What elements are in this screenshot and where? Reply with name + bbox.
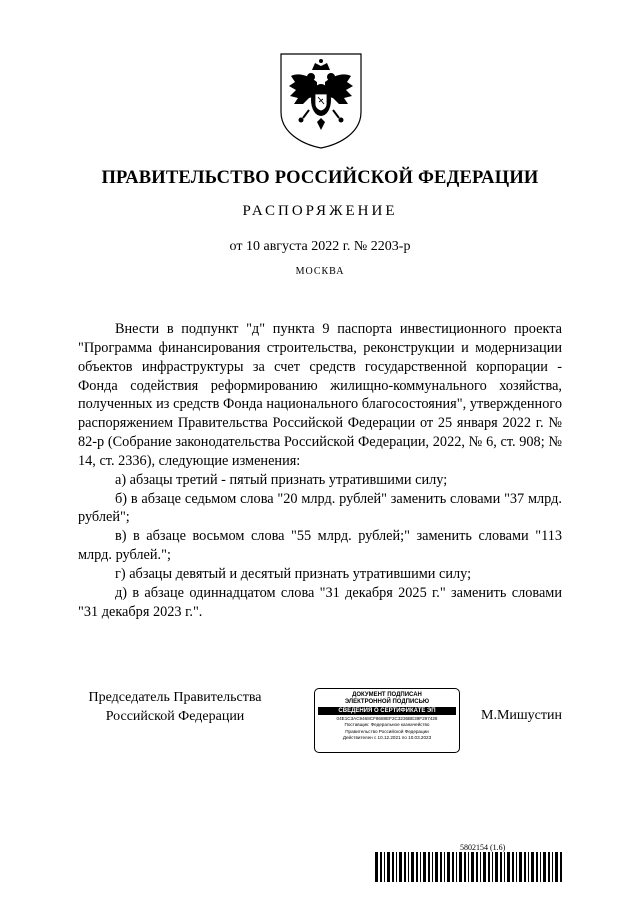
signer-name: М.Мишустин [481, 708, 562, 723]
barcode-icon [375, 852, 565, 882]
barcode-bar [408, 852, 409, 882]
barcode-bar [428, 852, 430, 882]
stamp-line1: ДОКУМЕНТ ПОДПИСАН [352, 692, 422, 698]
barcode-bar [456, 852, 457, 882]
coat-of-arms-emblem [279, 52, 363, 150]
barcode-bar [536, 852, 538, 882]
stamp-line2: ЭЛЕКТРОННОЙ ПОДПИСЬЮ [344, 699, 430, 705]
barcode-bar [444, 852, 445, 882]
barcode-bar [464, 852, 466, 882]
document-date-number: от 10 августа 2022 г. № 2203-р [229, 239, 411, 254]
barcode-bar [552, 852, 553, 882]
barcode-bar [483, 852, 486, 882]
barcode-bar [404, 852, 406, 882]
signer-position-line1: Председатель Правительства [88, 690, 262, 705]
barcode-bar [560, 852, 562, 882]
document-body [78, 320, 562, 622]
body-paragraph: д) в абзаце одиннадцатом слова "31 декабря 2025 г." заменить словами "31 декабря 2023 г.". [78, 584, 562, 620]
barcode-bar [387, 852, 390, 882]
body-paragraph: в) в абзаце восьмом слова "55 млрд. рублей;" заменить словами "113 млрд. рублей."; [78, 528, 562, 564]
barcode-bar [452, 852, 454, 882]
barcode-bar [531, 852, 534, 882]
barcode-bar [543, 852, 546, 882]
document-code: 5802154 (1.6) [460, 843, 506, 852]
barcode-bar [512, 852, 514, 882]
barcode-bar [468, 852, 469, 882]
barcode-bar [423, 852, 426, 882]
body-paragraph: а) абзацы третий - пятый признать утратившими силу; [115, 471, 448, 488]
barcode-bar [411, 852, 414, 882]
signer-position [70, 689, 280, 726]
electronic-signature-stamp [314, 688, 460, 753]
stamp-owner: Правительство Российской Федерации [345, 728, 429, 734]
barcode-bar [399, 852, 402, 882]
barcode-bar [384, 852, 385, 882]
barcode-bar [420, 852, 421, 882]
barcode-bar [516, 852, 517, 882]
barcode-bar [476, 852, 478, 882]
barcode-bar [432, 852, 433, 882]
barcode-bar [447, 852, 450, 882]
barcode-bar [375, 852, 378, 882]
body-paragraph: б) в абзаце седьмом слова "20 млрд. рублей" заменить словами "37 млрд. рублей"; [78, 490, 562, 526]
stamp-band: СВЕДЕНИЯ О СЕРТИФИКАТЕ ЭП [318, 707, 456, 715]
barcode-bar [471, 852, 474, 882]
barcode-bar [435, 852, 438, 882]
barcode-bar [396, 852, 397, 882]
body-paragraph: Внести в подпункт "д" пункта 9 паспорта инвестиционного проекта "Программа финансирования строительства, реконструкции и модернизации объектов инфраструктуры за счет средств государственной корпорации - Фонда содействия реформированию жилищно-коммунального хозяйства, полученных из средств Фонда национального благосостояния", утвержденного распоряжением Правительства Российской Федерации от 25 января 2022 г. № 82-р (Собрание законодательства Российской Федерации, 2022, № 6, ст. 908; № 14, ст. 2336), следующие изменения: [78, 321, 562, 469]
barcode-bar [459, 852, 462, 882]
barcode-bar [480, 852, 481, 882]
barcode-bar [416, 852, 418, 882]
document-type: РАСПОРЯЖЕНИЕ [242, 203, 398, 219]
barcode-bar [555, 852, 558, 882]
barcode-bar [524, 852, 526, 882]
barcode-bar [440, 852, 442, 882]
barcode-bar [380, 852, 382, 882]
signer-position-line2: Российской Федерации [105, 708, 245, 724]
stamp-serial: 04E1C3AC9468CF8688EF2C3236BE39F297428 [336, 716, 438, 721]
stamp-issuer: Поставщик: Федеральное казначейство [344, 722, 430, 728]
government-title: ПРАВИТЕЛЬСТВО РОССИЙСКОЙ ФЕДЕРАЦИИ [101, 168, 539, 188]
barcode-bar [548, 852, 550, 882]
body-paragraph: г) абзацы девятый и десятый признать утратившими силу; [115, 565, 472, 582]
barcode-bar [500, 852, 502, 882]
barcode-bar [507, 852, 510, 882]
barcode-bar [519, 852, 522, 882]
document-city: МОСКВА [295, 266, 345, 277]
barcode-bar [392, 852, 394, 882]
barcode-bar [488, 852, 490, 882]
barcode-bar [492, 852, 493, 882]
stamp-validity: Действителен с 10.12.2021 по 10.03.2023 [342, 734, 432, 740]
barcode-bar [504, 852, 505, 882]
barcode-bar [540, 852, 541, 882]
barcode-bar [495, 852, 498, 882]
barcode-bar [528, 852, 529, 882]
